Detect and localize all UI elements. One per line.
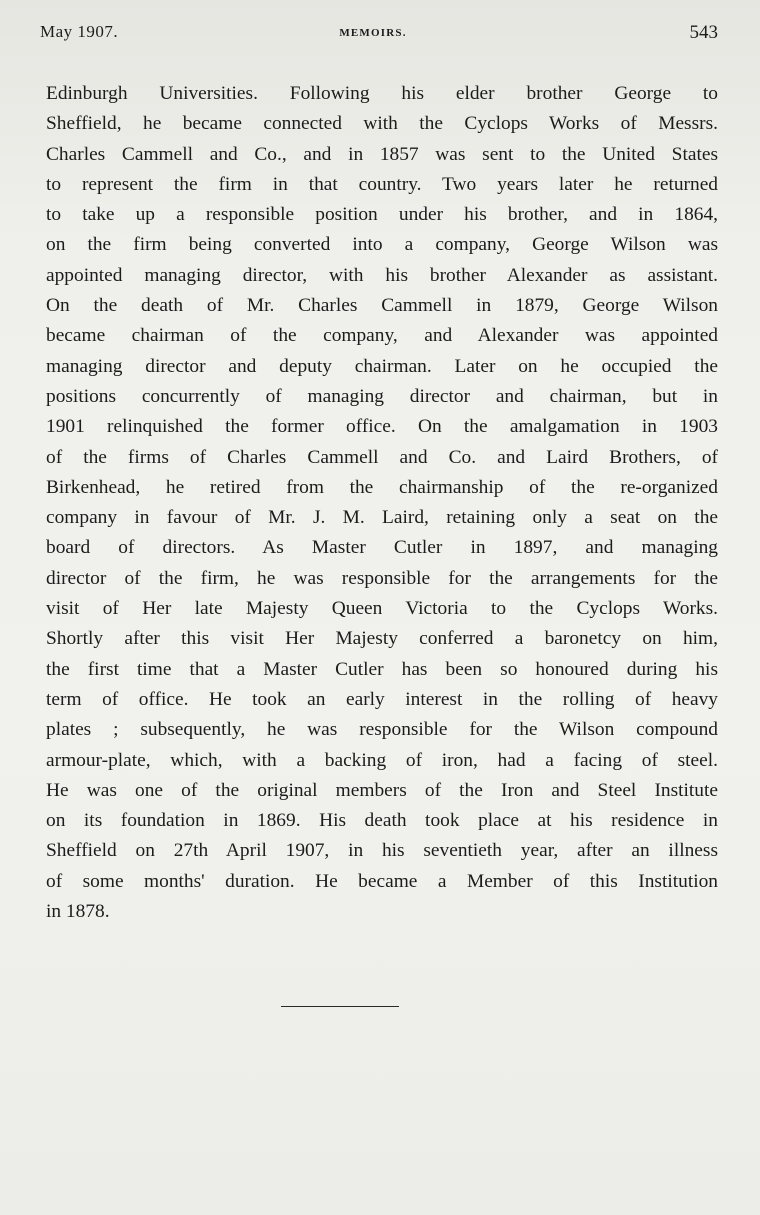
body-line: appointed managing director, with his brother Alexander as assistant.: [46, 264, 718, 286]
body-line: to take up a responsible position under his brother, and in 1864,: [46, 204, 718, 226]
body-line: Birkenhead, he retired from the chairmanship of the re-organized: [46, 476, 718, 498]
body-line: the first time that a Master Cutler has been so honoured during his: [46, 658, 718, 680]
header-section-title: MEMOIRS.: [339, 27, 407, 39]
body-line: visit of Her late Majesty Queen Victoria to the Cyclops Works.: [46, 598, 718, 620]
body-line: managing director and deputy chairman. Later on he occupied the: [46, 355, 718, 377]
body-line: Edinburgh Universities. Following his elder brother George to: [46, 83, 718, 104]
memoir-body-text: [46, 79, 718, 927]
running-header: [40, 22, 718, 52]
section-end-rule: [281, 1006, 399, 1007]
body-line: board of directors. As Master Cutler in 1897, and managing: [46, 537, 718, 559]
body-line: became chairman of the company, and Alexander was appointed: [46, 325, 718, 347]
body-line: He was one of the original members of the Iron and Steel Institute: [46, 779, 718, 801]
body-line: term of office. He took an early interest in the rolling of heavy: [46, 688, 718, 710]
body-line: director of the firm, he was responsible for the arrangements for the: [46, 567, 718, 589]
body-line: armour-plate, which, with a backing of iron, had a facing of steel.: [46, 749, 718, 771]
body-line: on the firm being converted into a company, George Wilson was: [46, 234, 718, 256]
body-line: Shortly after this visit Her Majesty conferred a baronetcy on him,: [46, 628, 718, 650]
body-line: Sheffield on 27th April 1907, in his seventieth year, after an illness: [46, 840, 718, 862]
body-line: On the death of Mr. Charles Cammell in 1879, George Wilson: [46, 295, 718, 317]
body-line: positions concurrently of managing director and chairman, but in: [46, 385, 718, 407]
body-line: on its foundation in 1869. His death took place at his residence in: [46, 810, 718, 832]
body-line: company in favour of Mr. J. M. Laird, retaining only a seat on the: [46, 507, 718, 529]
body-line: Charles Cammell and Co., and in 1857 was sent to the United States: [46, 143, 718, 165]
body-line: to represent the firm in that country. Two years later he returned: [46, 173, 718, 195]
body-line: of the firms of Charles Cammell and Co. and Laird Brothers, of: [46, 446, 718, 468]
body-line: in 1878.: [46, 901, 110, 923]
body-line: 1901 relinquished the former office. On the amalgamation in 1903: [46, 416, 718, 438]
page-number: 543: [689, 22, 718, 43]
body-line: of some months' duration. He became a Member of this Institution: [46, 870, 718, 892]
body-line: plates ; subsequently, he was responsible for the Wilson compound: [46, 719, 718, 741]
header-date: May 1907.: [40, 22, 119, 41]
body-line: Sheffield, he became connected with the Cyclops Works of Messrs.: [46, 113, 718, 135]
